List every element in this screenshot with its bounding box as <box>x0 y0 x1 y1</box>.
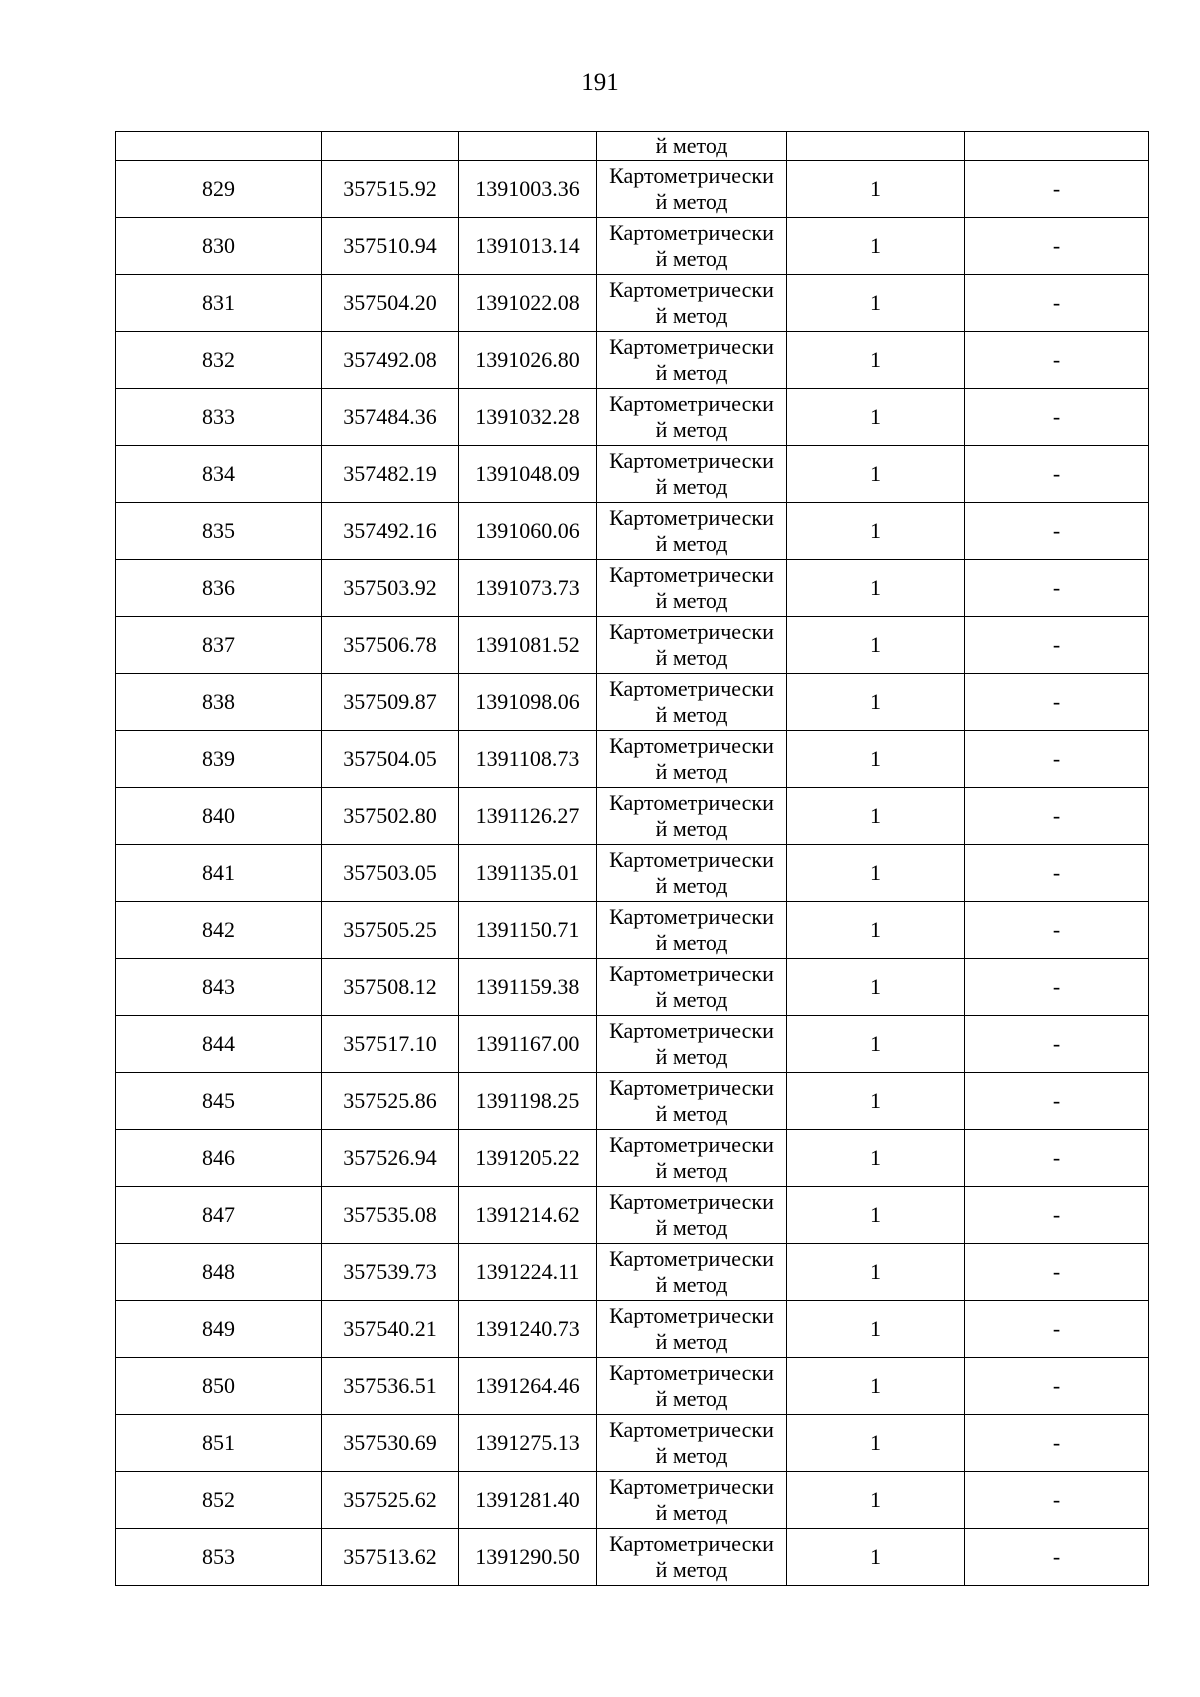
table-row <box>116 389 1149 446</box>
y-coordinate-cell: 1391032.28 <box>459 389 597 446</box>
x-coordinate-cell: 357482.19 <box>322 446 459 503</box>
method-text-line1: Картометрически <box>609 391 774 416</box>
point-number-cell: 852 <box>116 1472 322 1529</box>
coordinates-table <box>115 131 1149 1586</box>
method-cell <box>597 332 787 389</box>
x-coordinate-cell: 357503.92 <box>322 560 459 617</box>
method-text-line2: й метод <box>655 1500 728 1525</box>
y-coordinate-cell: 1391013.14 <box>459 218 597 275</box>
method-cell <box>597 674 787 731</box>
method-cell <box>597 1130 787 1187</box>
note-cell: - <box>965 1130 1149 1187</box>
point-number-cell: 843 <box>116 959 322 1016</box>
accuracy-cell <box>787 132 965 161</box>
accuracy-cell: 1 <box>787 1301 965 1358</box>
x-coordinate-cell: 357539.73 <box>322 1244 459 1301</box>
accuracy-cell: 1 <box>787 1358 965 1415</box>
method-text-line2: й метод <box>655 1215 728 1240</box>
x-coordinate-cell: 357536.51 <box>322 1358 459 1415</box>
table-row <box>116 1415 1149 1472</box>
y-coordinate-cell: 1391205.22 <box>459 1130 597 1187</box>
note-cell: - <box>965 731 1149 788</box>
accuracy-cell: 1 <box>787 1016 965 1073</box>
method-text-line1: Картометрически <box>609 505 774 530</box>
method-text-line2: й метод <box>655 360 728 385</box>
table-row <box>116 332 1149 389</box>
method-cell <box>597 446 787 503</box>
method-cell <box>597 389 787 446</box>
x-coordinate-cell: 357502.80 <box>322 788 459 845</box>
note-cell: - <box>965 788 1149 845</box>
point-number-cell: 839 <box>116 731 322 788</box>
table-body <box>116 132 1149 1586</box>
accuracy-cell: 1 <box>787 731 965 788</box>
table-row <box>116 1187 1149 1244</box>
accuracy-cell: 1 <box>787 218 965 275</box>
method-cell <box>597 161 787 218</box>
point-number-cell: 842 <box>116 902 322 959</box>
accuracy-cell: 1 <box>787 446 965 503</box>
point-number-cell: 844 <box>116 1016 322 1073</box>
table-row <box>116 218 1149 275</box>
point-number-cell: 837 <box>116 617 322 674</box>
method-text-line1: Картометрически <box>609 847 774 872</box>
x-coordinate-cell: 357506.78 <box>322 617 459 674</box>
method-text-line2: й метод <box>655 189 728 214</box>
method-text-line1: Картометрически <box>609 448 774 473</box>
accuracy-cell: 1 <box>787 845 965 902</box>
table-row <box>116 1244 1149 1301</box>
method-text-line1: Картометрически <box>609 334 774 359</box>
x-coordinate-cell: 357525.86 <box>322 1073 459 1130</box>
point-number-cell: 829 <box>116 161 322 218</box>
x-coordinate-cell: 357504.05 <box>322 731 459 788</box>
method-cell <box>597 1358 787 1415</box>
accuracy-cell: 1 <box>787 1187 965 1244</box>
accuracy-cell: 1 <box>787 1529 965 1586</box>
method-cell <box>597 959 787 1016</box>
x-cell <box>322 132 459 161</box>
note-cell: - <box>965 218 1149 275</box>
method-cell <box>597 1016 787 1073</box>
note-cell: - <box>965 446 1149 503</box>
x-coordinate-cell: 357510.94 <box>322 218 459 275</box>
method-text-line1: Картометрически <box>609 961 774 986</box>
y-coordinate-cell: 1391281.40 <box>459 1472 597 1529</box>
note-cell: - <box>965 1529 1149 1586</box>
note-cell: - <box>965 845 1149 902</box>
table-row <box>116 617 1149 674</box>
table-row <box>116 1529 1149 1586</box>
point-cell <box>116 132 322 161</box>
y-coordinate-cell: 1391275.13 <box>459 1415 597 1472</box>
x-coordinate-cell: 357513.62 <box>322 1529 459 1586</box>
method-cell <box>597 1187 787 1244</box>
method-text-line2: й метод <box>655 1386 728 1411</box>
note-cell: - <box>965 161 1149 218</box>
note-cell: - <box>965 275 1149 332</box>
table-row <box>116 959 1149 1016</box>
point-number-cell: 846 <box>116 1130 322 1187</box>
y-coordinate-cell: 1391022.08 <box>459 275 597 332</box>
point-number-cell: 834 <box>116 446 322 503</box>
method-text-line2: й метод <box>655 303 728 328</box>
accuracy-cell: 1 <box>787 560 965 617</box>
note-cell: - <box>965 389 1149 446</box>
y-coordinate-cell: 1391240.73 <box>459 1301 597 1358</box>
point-number-cell: 831 <box>116 275 322 332</box>
point-number-cell: 851 <box>116 1415 322 1472</box>
table-row <box>116 674 1149 731</box>
method-text-line2: й метод <box>655 873 728 898</box>
x-coordinate-cell: 357508.12 <box>322 959 459 1016</box>
note-cell: - <box>965 959 1149 1016</box>
accuracy-cell: 1 <box>787 1244 965 1301</box>
method-cell <box>597 1415 787 1472</box>
method-cell <box>597 1073 787 1130</box>
method-text-line1: Картометрически <box>609 1132 774 1157</box>
method-cell <box>597 503 787 560</box>
point-number-cell: 838 <box>116 674 322 731</box>
method-text-line2: й метод <box>655 759 728 784</box>
point-number-cell: 833 <box>116 389 322 446</box>
table-row <box>116 902 1149 959</box>
method-text-line1: Картометрически <box>609 790 774 815</box>
accuracy-cell: 1 <box>787 674 965 731</box>
y-coordinate-cell: 1391224.11 <box>459 1244 597 1301</box>
method-cell <box>597 132 787 161</box>
accuracy-cell: 1 <box>787 788 965 845</box>
method-text-line1: Картометрически <box>609 1189 774 1214</box>
y-coordinate-cell: 1391003.36 <box>459 161 597 218</box>
table-row <box>116 845 1149 902</box>
accuracy-cell: 1 <box>787 959 965 1016</box>
y-coordinate-cell: 1391167.00 <box>459 1016 597 1073</box>
note-cell: - <box>965 560 1149 617</box>
accuracy-cell: 1 <box>787 503 965 560</box>
method-text-line1: Картометрически <box>609 562 774 587</box>
y-coordinate-cell: 1391264.46 <box>459 1358 597 1415</box>
method-cell <box>597 1472 787 1529</box>
method-text-line1: Картометрически <box>609 277 774 302</box>
method-cell <box>597 617 787 674</box>
method-text-line1: Картометрически <box>609 1246 774 1271</box>
method-text-line2: й метод <box>655 1443 728 1468</box>
y-coordinate-cell: 1391081.52 <box>459 617 597 674</box>
method-cell <box>597 731 787 788</box>
table-row <box>116 788 1149 845</box>
x-coordinate-cell: 357535.08 <box>322 1187 459 1244</box>
method-text-line2: й метод <box>655 531 728 556</box>
note-cell: - <box>965 332 1149 389</box>
method-cell <box>597 218 787 275</box>
note-cell: - <box>965 617 1149 674</box>
method-cell <box>597 902 787 959</box>
table-row <box>116 1073 1149 1130</box>
method-text-line2: й метод <box>655 1329 728 1354</box>
note-cell: - <box>965 1244 1149 1301</box>
method-text-line2: й метод <box>655 1272 728 1297</box>
x-coordinate-cell: 357515.92 <box>322 161 459 218</box>
note-cell: - <box>965 1016 1149 1073</box>
y-coordinate-cell: 1391048.09 <box>459 446 597 503</box>
method-cell <box>597 1301 787 1358</box>
method-text-line1: Картометрически <box>609 220 774 245</box>
table-row <box>116 1472 1149 1529</box>
method-text-line1: Картометрически <box>609 1474 774 1499</box>
table-row <box>116 446 1149 503</box>
accuracy-cell: 1 <box>787 1472 965 1529</box>
table-row <box>116 1130 1149 1187</box>
method-text-line1: Картометрически <box>609 1360 774 1385</box>
x-coordinate-cell: 357484.36 <box>322 389 459 446</box>
x-coordinate-cell: 357526.94 <box>322 1130 459 1187</box>
accuracy-cell: 1 <box>787 617 965 674</box>
point-number-cell: 840 <box>116 788 322 845</box>
table-row <box>116 161 1149 218</box>
accuracy-cell: 1 <box>787 902 965 959</box>
accuracy-cell: 1 <box>787 161 965 218</box>
note-cell: - <box>965 1472 1149 1529</box>
x-coordinate-cell: 357530.69 <box>322 1415 459 1472</box>
point-number-cell: 841 <box>116 845 322 902</box>
method-text-line1: Картометрически <box>609 1075 774 1100</box>
method-text-line1: Картометрически <box>609 163 774 188</box>
method-cell <box>597 560 787 617</box>
method-text-line1: Картометрически <box>609 676 774 701</box>
y-coordinate-cell: 1391159.38 <box>459 959 597 1016</box>
table-row <box>116 503 1149 560</box>
y-coordinate-cell: 1391098.06 <box>459 674 597 731</box>
method-text-line2: й метод <box>655 474 728 499</box>
table-row <box>116 560 1149 617</box>
point-number-cell: 850 <box>116 1358 322 1415</box>
point-number-cell: 830 <box>116 218 322 275</box>
accuracy-cell: 1 <box>787 1073 965 1130</box>
method-text-line1: Картометрически <box>609 619 774 644</box>
method-text-line1: Картометрически <box>609 733 774 758</box>
point-number-cell: 835 <box>116 503 322 560</box>
continuation-row <box>116 132 1149 161</box>
x-coordinate-cell: 357540.21 <box>322 1301 459 1358</box>
y-coordinate-cell: 1391198.25 <box>459 1073 597 1130</box>
note-cell <box>965 132 1149 161</box>
method-text-line2: й метод <box>655 987 728 1012</box>
x-coordinate-cell: 357517.10 <box>322 1016 459 1073</box>
accuracy-cell: 1 <box>787 332 965 389</box>
x-coordinate-cell: 357504.20 <box>322 275 459 332</box>
y-coordinate-cell: 1391073.73 <box>459 560 597 617</box>
note-cell: - <box>965 1187 1149 1244</box>
method-text-line2: й метод <box>655 645 728 670</box>
point-number-cell: 847 <box>116 1187 322 1244</box>
point-number-cell: 849 <box>116 1301 322 1358</box>
table-row <box>116 275 1149 332</box>
y-coordinate-cell: 1391135.01 <box>459 845 597 902</box>
method-cell <box>597 788 787 845</box>
table-row <box>116 1016 1149 1073</box>
accuracy-cell: 1 <box>787 275 965 332</box>
table-row <box>116 731 1149 788</box>
y-coordinate-cell: 1391290.50 <box>459 1529 597 1586</box>
table-row <box>116 1301 1149 1358</box>
method-cell <box>597 845 787 902</box>
note-cell: - <box>965 1073 1149 1130</box>
accuracy-cell: 1 <box>787 1130 965 1187</box>
y-coordinate-cell: 1391150.71 <box>459 902 597 959</box>
point-number-cell: 836 <box>116 560 322 617</box>
method-text-line2: й метод <box>655 1044 728 1069</box>
method-text-line2: й метод <box>655 1557 728 1582</box>
method-text-line1: Картометрически <box>609 1303 774 1328</box>
y-coordinate-cell: 1391026.80 <box>459 332 597 389</box>
y-coordinate-cell: 1391126.27 <box>459 788 597 845</box>
method-text-line2: й метод <box>655 246 728 271</box>
method-text-line2: й метод <box>655 417 728 442</box>
method-text-line1: Картометрически <box>609 1018 774 1043</box>
point-number-cell: 845 <box>116 1073 322 1130</box>
note-cell: - <box>965 1358 1149 1415</box>
method-cell <box>597 1529 787 1586</box>
method-cell <box>597 1244 787 1301</box>
note-cell: - <box>965 902 1149 959</box>
method-text-line2: й метод <box>655 816 728 841</box>
method-text-line2: й метод <box>655 1101 728 1126</box>
accuracy-cell: 1 <box>787 389 965 446</box>
x-coordinate-cell: 357503.05 <box>322 845 459 902</box>
method-text-line2: й метод <box>655 1158 728 1183</box>
method-cell <box>597 275 787 332</box>
table-row <box>116 1358 1149 1415</box>
note-cell: - <box>965 1415 1149 1472</box>
note-cell: - <box>965 503 1149 560</box>
x-coordinate-cell: 357492.08 <box>322 332 459 389</box>
point-number-cell: 832 <box>116 332 322 389</box>
y-coordinate-cell: 1391214.62 <box>459 1187 597 1244</box>
method-text-line1: Картометрически <box>609 1531 774 1556</box>
point-number-cell: 848 <box>116 1244 322 1301</box>
method-text-tail: й метод <box>655 133 728 158</box>
point-number-cell: 853 <box>116 1529 322 1586</box>
x-coordinate-cell: 357492.16 <box>322 503 459 560</box>
method-text-line2: й метод <box>655 930 728 955</box>
method-text-line2: й метод <box>655 588 728 613</box>
method-text-line1: Картометрически <box>609 1417 774 1442</box>
page-number: 191 <box>581 69 619 96</box>
method-text-line1: Картометрически <box>609 904 774 929</box>
y-cell <box>459 132 597 161</box>
y-coordinate-cell: 1391060.06 <box>459 503 597 560</box>
method-text-line2: й метод <box>655 702 728 727</box>
note-cell: - <box>965 1301 1149 1358</box>
x-coordinate-cell: 357525.62 <box>322 1472 459 1529</box>
x-coordinate-cell: 357509.87 <box>322 674 459 731</box>
accuracy-cell: 1 <box>787 1415 965 1472</box>
x-coordinate-cell: 357505.25 <box>322 902 459 959</box>
y-coordinate-cell: 1391108.73 <box>459 731 597 788</box>
note-cell: - <box>965 674 1149 731</box>
